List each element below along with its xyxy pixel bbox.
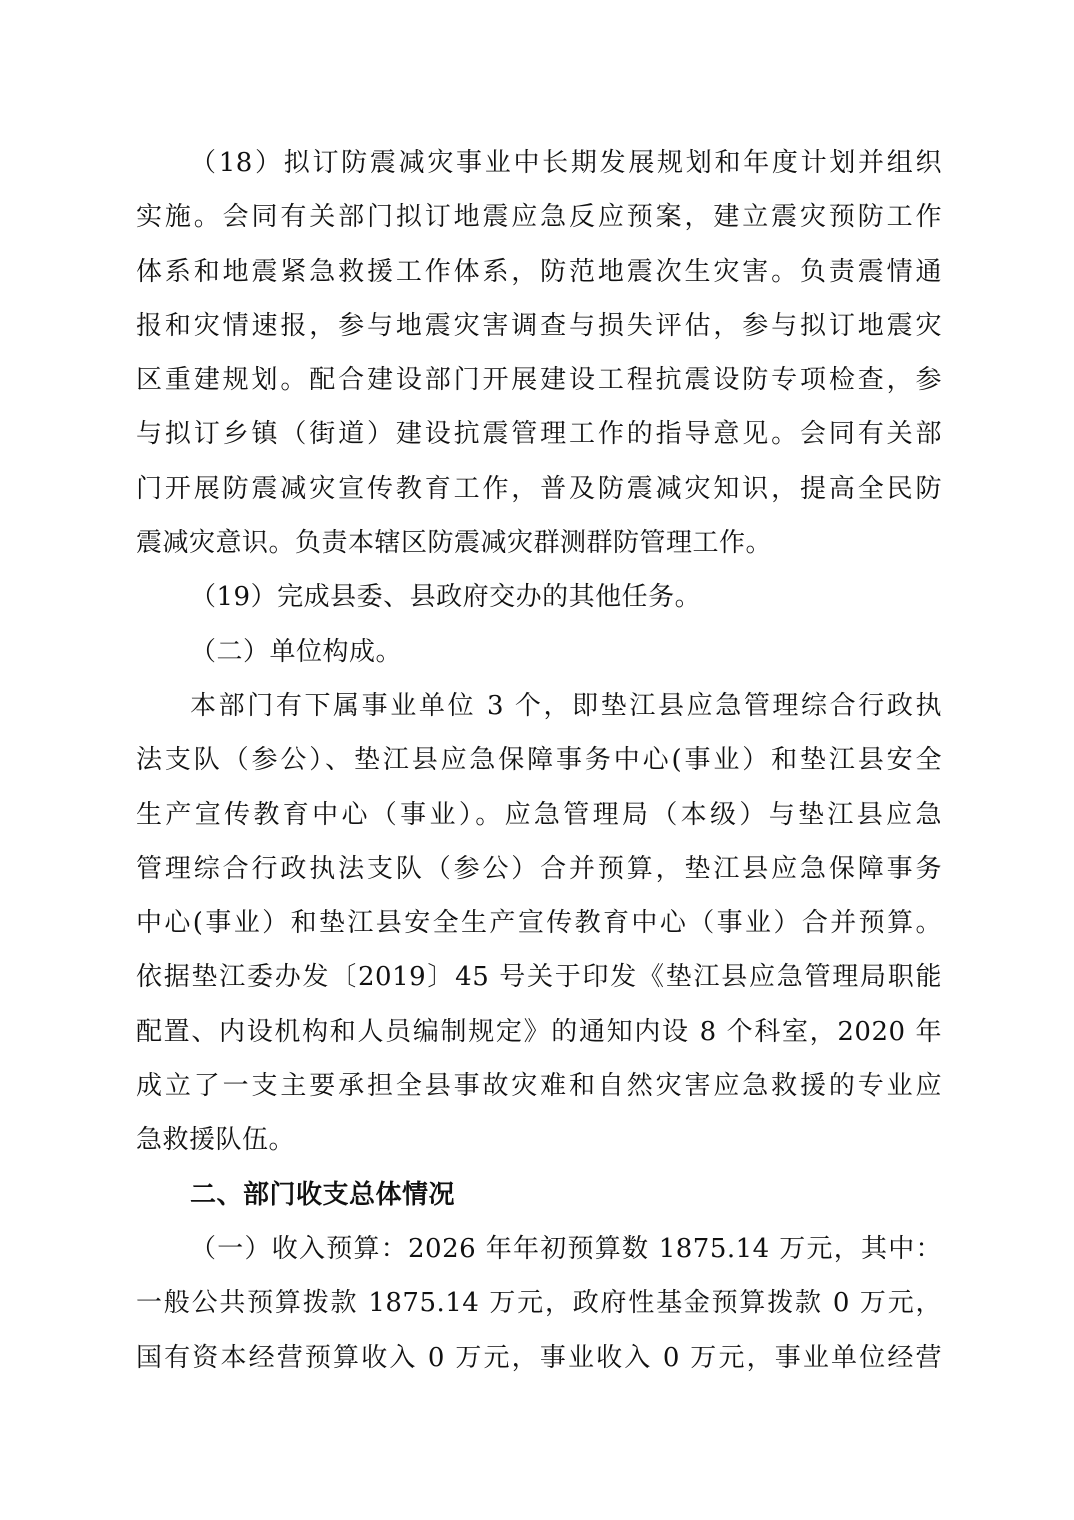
- subheading-unit-composition: [136, 625, 942, 679]
- text-line: （一）收入预算：2026 年年初预算数 1875.14 万元，其中：: [190, 1233, 942, 1264]
- text-line: 实施。会同有关部门拟订地震应急反应预案，建立震灾预防工作: [136, 202, 942, 233]
- text-line: 一般公共预算拨款 1875.14 万元，政府性基金预算拨款 0 万元，: [136, 1288, 942, 1319]
- text-line: 法支队（参公）、垫江县应急保障事务中心(事业）和垫江县安全: [136, 745, 942, 776]
- text-line: （二）单位构成。: [190, 636, 403, 667]
- text-line: 中心(事业）和垫江县安全生产宣传教育中心（事业）合并预算。: [136, 908, 942, 939]
- text-line: 与拟订乡镇（街道）建设抗震管理工作的指导意见。会同有关部: [136, 419, 942, 450]
- paragraph-duty-18: [136, 136, 942, 570]
- paragraph-income-budget: [136, 1222, 942, 1385]
- text-line: 成立了一支主要承担全县事故灾难和自然灾害应急救援的专业应: [136, 1071, 942, 1102]
- paragraph-unit-composition: [136, 679, 942, 1168]
- text-line: 国有资本经营预算收入 0 万元，事业收入 0 万元，事业单位经营: [136, 1342, 942, 1373]
- text-line: 生产宣传教育中心（事业）。应急管理局（本级）与垫江县应急: [136, 799, 942, 830]
- text-line: 管理综合行政执法支队（参公）合并预算，垫江县应急保障事务: [136, 853, 942, 884]
- text-line: 震减灾意识。负责本辖区防震减灾群测群防管理工作。: [136, 528, 773, 559]
- text-line: 报和灾情速报，参与地震灾害调查与损失评估，参与拟订地震灾: [136, 310, 942, 341]
- text-line: 急救援队伍。: [136, 1125, 296, 1156]
- text-line: 区重建规划。配合建设部门开展建设工程抗震设防专项检查，参: [136, 365, 942, 396]
- text-line: 依据垫江委办发〔2019〕45 号关于印发《垫江县应急管理局职能: [136, 962, 942, 993]
- text-line: 本部门有下属事业单位 3 个，即垫江县应急管理综合行政执: [190, 690, 942, 721]
- section-heading: [136, 1168, 942, 1222]
- heading-line: 二、部门收支总体情况: [190, 1179, 456, 1210]
- paragraph-duty-19: [136, 570, 942, 624]
- text-line: 配置、内设机构和人员编制规定》的通知内设 8 个科室，2020 年: [136, 1016, 942, 1047]
- text-line: 体系和地震紧急救援工作体系，防范地震次生灾害。负责震情通: [136, 256, 942, 287]
- text-line: （19）完成县委、县政府交办的其他任务。: [190, 582, 702, 613]
- text-line: （18）拟订防震减灾事业中长期发展规划和年度计划并组织: [190, 148, 942, 178]
- document-page: [136, 136, 942, 1385]
- text-line: 门开展防震减灾宣传教育工作，普及防震减灾知识，提高全民防: [136, 473, 942, 504]
